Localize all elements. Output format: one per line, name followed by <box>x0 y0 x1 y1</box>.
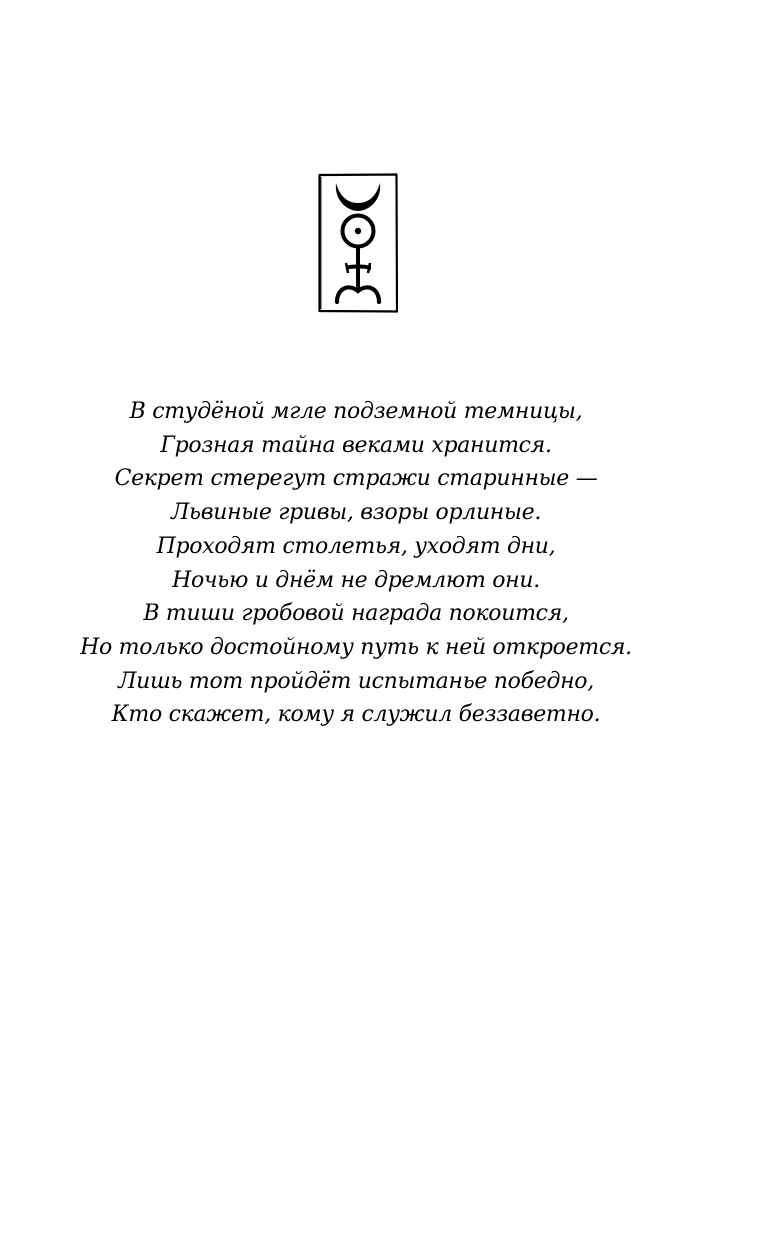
poem-line: Проходят столетья, уходят дни, <box>156 533 556 559</box>
poem-line: В тиши гробовой награда покоится, <box>143 601 569 627</box>
alchemical-emblem <box>318 173 398 313</box>
poem-line: Секрет стерегут стражи старинные — <box>114 466 598 492</box>
poem-line: Но только достойному путь к ней откроется. <box>80 634 632 660</box>
crescent-orb-cross-glyph-icon <box>318 173 398 313</box>
poem-line: Кто скажет, кому я служил беззаветно. <box>111 702 601 728</box>
poem <box>0 395 712 732</box>
poem-line: Ночью и днём не дремлют они. <box>172 567 540 593</box>
poem-line: Лишь тот пройдёт испытанье победно, <box>118 668 594 694</box>
poem-line: Львиные гривы, взоры орлиные. <box>170 500 542 526</box>
poem-line: В студёной мгле подземной темницы, <box>129 399 583 424</box>
poem-line: Грозная тайна веками хранится. <box>160 432 552 458</box>
